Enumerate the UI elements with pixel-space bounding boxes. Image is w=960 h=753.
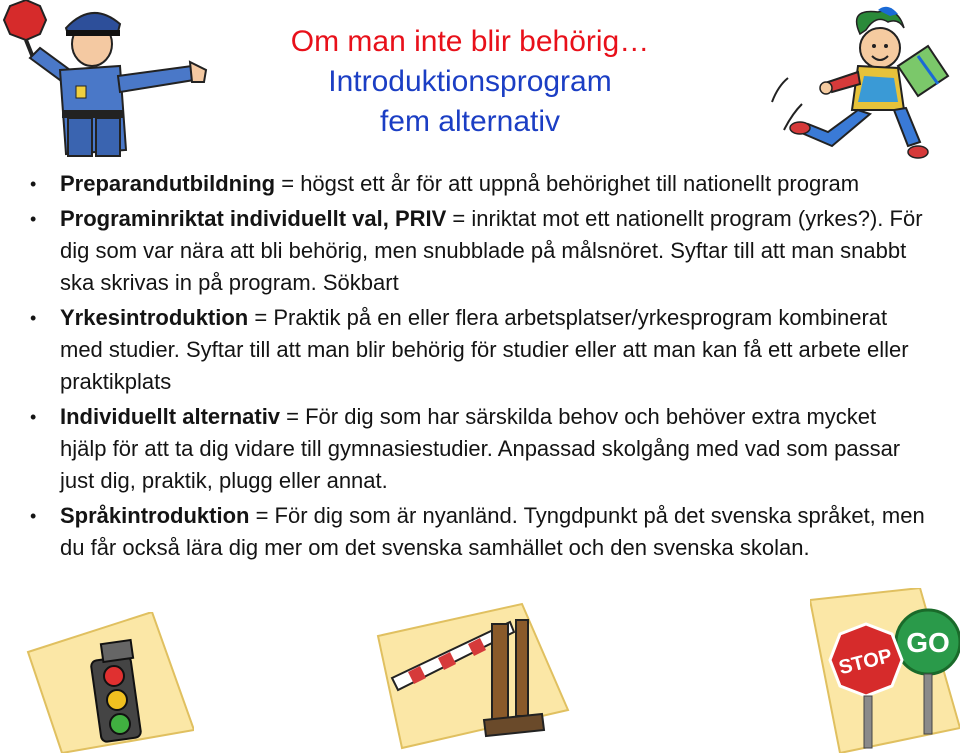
bullet-text: = Praktik på en eller flera arbetsplatser/yrkesprogram kombinerat med studier. Syftar till att man blir behörig för studier eller att man kan få ett arbete eller praktikplats bbox=[60, 305, 909, 394]
title-line-1: Om man inte blir behörig… bbox=[290, 25, 650, 58]
title-line-3: fem alternativ bbox=[379, 105, 561, 138]
running-child-illustration bbox=[748, 6, 960, 166]
bullet-term: Individuellt alternativ bbox=[60, 404, 281, 429]
bullet-text: = För dig som är nyanländ. Tyngdpunkt på det svenska språket, men du får också lära dig mer om det svenska samhället och den svenska skolan. bbox=[60, 503, 925, 560]
title-line-2: Introduktionsprogram bbox=[328, 65, 612, 98]
bullet-marker: • bbox=[30, 174, 37, 194]
bullet-term: Preparandutbildning bbox=[60, 171, 276, 196]
bullet-text: = högst ett år för att uppnå behörighet till nationellt program bbox=[275, 171, 860, 196]
bullet-term: Programinriktat individuellt val, PRIV bbox=[60, 206, 447, 231]
bullet-item bbox=[28, 500, 928, 564]
bullet-term: Yrkesintroduktion bbox=[60, 305, 249, 330]
bullet-marker: • bbox=[30, 308, 37, 328]
bullet-item bbox=[28, 302, 928, 398]
barrier-gate-illustration bbox=[372, 600, 572, 750]
go-sign-text: GO bbox=[906, 627, 950, 658]
slide-title bbox=[200, 22, 740, 142]
bullet-text: = inriktat mot ett nationellt program (yrkes?). För dig som var nära att bli behörig, men snubblade på målsnöret. Syftar till att man snabbt ska skrivas in på program. Sökbart bbox=[60, 206, 923, 295]
stop-go-signs-illustration bbox=[810, 588, 960, 753]
bullet-marker: • bbox=[30, 506, 37, 526]
bullet-term: Språkintroduktion bbox=[60, 503, 250, 528]
bullet-item bbox=[28, 401, 928, 497]
bullet-marker: • bbox=[30, 209, 37, 229]
traffic-officer-illustration bbox=[0, 0, 210, 160]
traffic-light-illustration bbox=[22, 612, 194, 753]
stop-sign-text: STOP bbox=[836, 644, 895, 680]
bullet-list bbox=[28, 168, 928, 567]
bullet-item bbox=[28, 168, 928, 200]
bullet-item bbox=[28, 203, 928, 299]
bullet-marker: • bbox=[30, 407, 37, 427]
bullet-text: = För dig som har särskilda behov och behöver extra mycket hjälp för att ta dig vidare till gymnasiestudier. Anpassad skolgång med vad som passar just dig, praktik, plugg eller annat. bbox=[60, 404, 901, 493]
